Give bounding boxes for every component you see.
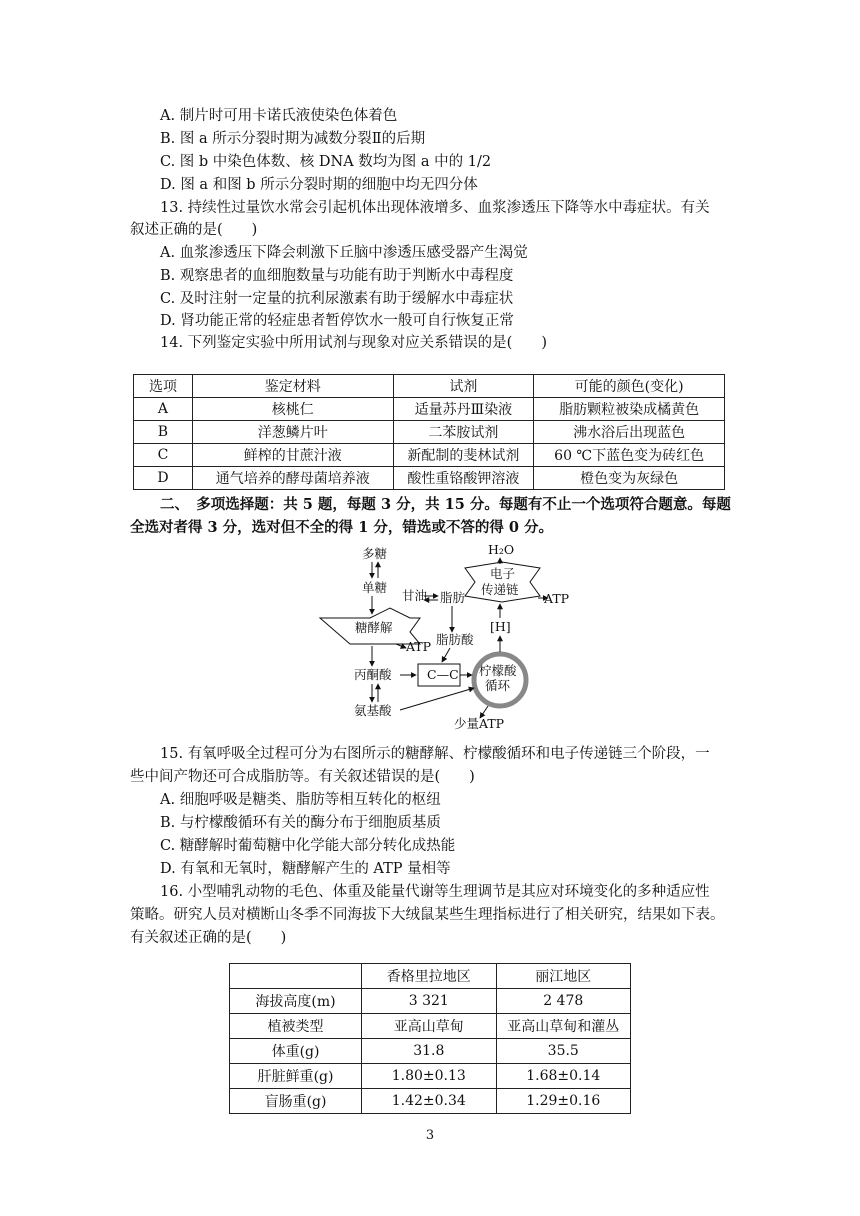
table-row [134,421,725,444]
q16-stem-line3: 有关叙述正确的是( ) [130,930,287,946]
table-cell: 酸性重铬酸钾溶液 [393,467,534,490]
label-atp-glycolysis: ATP [406,639,432,654]
page-number: 3 [425,1128,435,1143]
table-cell: 鲜榨的甘蔗汁液 [192,444,393,467]
label-h2o: H₂O [488,542,515,557]
table-cell: A [134,398,193,421]
q12-option-a: A. 制片时可用卡诺氏液使染色体着色 [160,108,398,124]
table-cell: 通气培养的酵母菌培养液 [192,467,393,490]
table-cell: 1.68±0.14 [496,1064,630,1089]
q16-stem-line2: 策略。研究人员对横断山冬季不同海拔下大绒鼠某些生理指标进行了相关研究，结果如下表。 [130,907,725,923]
table-cell: 亚高山草甸 [362,1014,496,1039]
label-etc-line2: 传递链 [481,582,519,597]
q15-option-b: B. 与柠檬酸循环有关的酶分布于细胞质基质 [160,815,441,831]
table-row [230,1089,631,1114]
arrow-aminoacid-cycle [400,688,474,710]
label-zhifang: 脂肪 [440,590,466,605]
table-cell: C [134,444,193,467]
table-row [134,398,725,421]
table-cell: 1.29±0.16 [496,1089,630,1114]
table-header-cell: 丽江地区 [496,964,630,989]
table-cell: 洋葱鳞片叶 [192,421,393,444]
label-shaoliang-atp: 少量ATP [454,716,505,731]
table-cell: 体重(g) [230,1039,362,1064]
arrow-zhifangsuan-cc [442,648,450,662]
table-row [134,444,725,467]
table-cell: 脂肪颗粒被染成橘黄色 [534,398,725,421]
q13-option-d: D. 肾功能正常的轻症患者暂停饮水一般可自行恢复正常 [160,313,514,329]
label-atp-etc: ATP [544,591,570,606]
q16-stem-line1: 16. 小型哺乳动物的毛色、体重及能量代谢等生理调节是其应对环境变化的多种适应性 [160,884,710,900]
table-cell: 植被类型 [230,1014,362,1039]
table-cell: 1.42±0.34 [362,1089,496,1114]
q13-option-b: B. 观察患者的血细胞数量与功能有助于判断水中毒程度 [160,268,514,284]
label-zhifangsuan: 脂肪酸 [436,632,474,647]
label-h: [H] [490,619,511,634]
q12-option-b: B. 图 a 所示分裂时期为减数分裂Ⅱ的后期 [160,131,426,147]
q15-stem-line2: 些中间产物还可合成脂肪等。有关叙述错误的是( ) [130,769,475,785]
label-ganyou: 甘油 [402,588,428,603]
table-cell: 35.5 [496,1039,630,1064]
q14-table [133,374,725,490]
q15-stem-line1: 15. 有氧呼吸全过程可分为右图所示的糖酵解、柠檬酸循环和电子传递链三个阶段，一 [160,746,710,762]
label-duotang: 多糖 [362,546,388,561]
table-cell: 橙色变为灰绿色 [534,467,725,490]
q15-option-d: D. 有氧和无氧时，糖酵解产生的 ATP 量相等 [160,861,451,877]
q13-option-a: A. 血浆渗透压下降会刺激下丘脑中渗透压感受器产生渴觉 [160,245,528,261]
label-tangjiaojie: 糖酵解 [355,620,393,635]
q15-option-c: C. 糖酵解时葡萄糖中化学能大部分转化成热能 [160,838,456,854]
table-cell: 1.80±0.13 [362,1064,496,1089]
table-cell: 海拔高度(m) [230,989,362,1014]
table-cell: 3 321 [362,989,496,1014]
section2-heading-line2: 全选对者得 3 分，选对但不全的得 1 分，错选或不答的得 0 分。 [130,519,554,536]
arrow-glycolysis-atp [396,644,406,648]
table-cell: 核桃仁 [192,398,393,421]
table-cell: 31.8 [362,1039,496,1064]
label-dantang: 单糖 [362,580,388,595]
table-cell: 新配制的斐林试剂 [393,444,534,467]
table-header-cell: 可能的颜色(变化) [534,375,725,398]
respiration-diagram [310,540,580,740]
label-cycle-line2: 循环 [485,678,511,693]
label-anjisuan: 氨基酸 [354,703,392,718]
table-cell: B [134,421,193,444]
table-header-cell [230,964,362,989]
table-cell: 沸水浴后出现蓝色 [534,421,725,444]
table-row [134,467,725,490]
table-cell: 二苯胺试剂 [393,421,534,444]
table-cell: 肝脏鲜重(g) [230,1064,362,1089]
section2-heading-line1: 二、 多项选择题：共 5 题，每题 3 分，共 15 分。每题有不止一个选项符合题意。每题 [160,496,731,513]
label-cc: C—C [427,667,459,682]
table-row [230,989,631,1014]
q12-option-d: D. 图 a 和图 b 所示分裂时期的细胞中均无四分体 [160,177,478,193]
table-cell: 适量苏丹Ⅲ染液 [393,398,534,421]
table-cell: 2 478 [496,989,630,1014]
q13-stem-line1: 13. 持续性过量饮水常会引起机体出现体液增多、血浆渗透压下降等水中毒症状。有关 [160,200,710,216]
label-cycle-line1: 柠檬酸 [479,663,517,678]
table-row [230,1039,631,1064]
q12-option-c: C. 图 b 中染色体数、核 DNA 数均为图 a 中的 1/2 [160,154,492,170]
table-cell: 60 ℃下蓝色变为砖红色 [534,444,725,467]
table-header-row [134,375,725,398]
label-etc-line1: 电子 [490,566,516,581]
q15-option-a: A. 细胞呼吸是糖类、脂肪等相互转化的枢纽 [160,792,441,808]
table-row [230,1014,631,1039]
q13-stem-line2: 叙述正确的是( ) [130,222,258,238]
q16-table [229,963,631,1114]
table-header-cell: 选项 [134,375,193,398]
table-header-cell: 试剂 [393,375,534,398]
table-cell: D [134,467,193,490]
table-row [230,1064,631,1089]
table-header-cell: 鉴定材料 [192,375,393,398]
q14-stem: 14. 下列鉴定实验中所用试剂与现象对应关系错误的是( ) [160,335,547,351]
q13-option-c: C. 及时注射一定量的抗利尿激素有助于缓解水中毒症状 [160,291,514,307]
table-header-cell: 香格里拉地区 [362,964,496,989]
table-cell: 盲肠重(g) [230,1089,362,1114]
table-cell: 亚高山草甸和灌丛 [496,1014,630,1039]
table-header-row [230,964,631,989]
label-bingtongsuan: 丙酮酸 [354,667,392,682]
